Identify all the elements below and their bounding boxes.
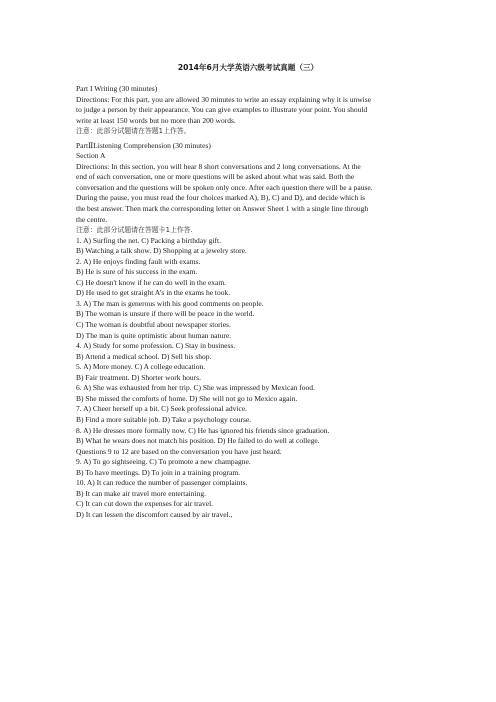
part2-directions-line: Directions: In this section, you will hear 8 short conversations and 2 long conversations. At the (76, 161, 361, 171)
question-line: 2. A) He enjoys finding fault with exams. (76, 256, 201, 266)
part1-directions-line: write at least 150 words but no more than 200 words. (76, 115, 236, 125)
question-line: 3. A) The man is generous with his good comments on people. (76, 298, 264, 308)
question-line: 4. A) Study for some profession. C) Stay in business. (76, 341, 236, 351)
part2-directions-line: end of each conversation, one or more questions will be asked about what was said. Both the (76, 172, 355, 182)
part2-directions-line: the best answer. Then mark the corresponding letter on Answer Sheet 1 with a single line through (76, 204, 369, 214)
question-line: 1. A) Surfing the net. C) Packing a birthday gift. (76, 235, 221, 245)
question-line: 7. A) Cheer herself up a bit. C) Seek professional advice. (76, 404, 247, 414)
document-body (76, 84, 424, 520)
part2-note: 注意：此部分试题请在答题卡1上作答. (76, 226, 193, 235)
question-line: B) It can make air travel more entertaining. (76, 488, 206, 498)
question-line: 8. A) He dresses more formally now. C) He has ignored his friends since graduation. (76, 425, 330, 435)
question-line: D) The man is quite optimistic about human nature. (76, 330, 232, 340)
question-line: B) He is sure of his success in the exam. (76, 267, 198, 277)
question-line: C) It can cut down the expenses for air travel. (76, 499, 214, 509)
question-line: 10. A) It can reduce the number of passenger complaints. (76, 478, 248, 488)
question-line: B) Watching a talk show. D) Shopping at a jewelry store. (76, 246, 247, 256)
section-label: Section A (76, 151, 106, 161)
question-line: D) It can lessen the discomfort caused by air travel., (76, 509, 233, 519)
question-line: B) She missed the comforts of home. D) She will not go to Mexico again. (76, 393, 298, 403)
part2-directions-line: the centre. (76, 214, 108, 224)
question-line: C) The woman is doubtful about newspaper stories. (76, 320, 231, 330)
part2-directions-line: During the pause, you must read the four choices marked A), B), C) and D), and decide which is (76, 193, 366, 203)
part1-directions-line: to judge a person by their appearance. You can give examples to illustrate your point. You should (76, 105, 368, 115)
question-line: B) The woman is unsure if there will be peace in the world. (76, 309, 255, 319)
question-line: B) Fair treatment. D) Shorter work hours. (76, 372, 201, 382)
question-line: 9. A) To go sightseeing. C) To promote a new champagne. (76, 457, 251, 467)
question-group-note: Questions 9 to 12 are based on the conversation you have just heard. (76, 446, 282, 456)
question-line: B) To have meetings. D) To join in a training program. (76, 467, 241, 477)
question-line: D) He used to get straight A’s in the exams he took. (76, 288, 231, 298)
part1-note: 注意：此部分试题请在答题1上作答。 (76, 127, 191, 136)
part1-heading: Part I Writing (30 minutes) (76, 84, 158, 93)
question-line: B) Find a more suitable job. D) Take a psychology course. (76, 414, 252, 424)
part2-heading: PartⅡListening Comprehension (30 minutes) (76, 140, 211, 150)
part2-directions-line: conversation and the questions will be spoken only once. After each question there will be a pause. (76, 182, 373, 192)
part1-directions-line: Directions: For this part, you are allowed 30 minutes to write an essay explaining why it is unwise (76, 94, 371, 104)
question-line: B) Attend a medical school. D) Sell his shop. (76, 351, 212, 361)
question-line: C) He doesn't know if he can do well in the exam. (76, 277, 227, 287)
document-title: 2014年6月大学英语六级考试真题（三） (177, 63, 319, 72)
question-line: 5. A) More money. C) A college education. (76, 362, 206, 372)
question-line: B) What he wears does not match his position. D) He failed to do well at college. (76, 436, 320, 446)
question-line: 6. A) She was exhausted from her trip. C) She was impressed by Mexican food. (76, 383, 315, 393)
